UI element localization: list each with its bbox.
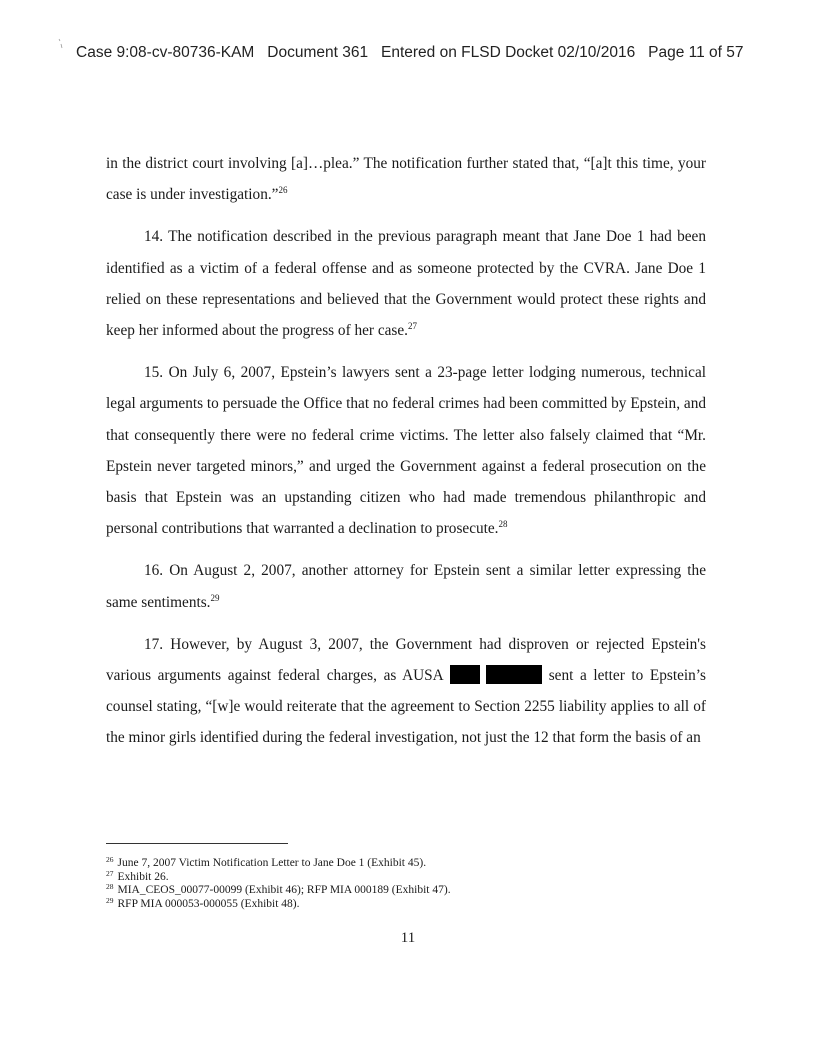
footnotes	[106, 857, 706, 911]
footnote-ref: 29	[210, 592, 220, 603]
footnote: $^{28}$ MIA_CEOS_00077-00099 (Exhibit 46); RFP MIA 000189 (Exhibit 47).	[106, 882, 451, 896]
footnote: $^{26}$ June 7, 2007 Victim Notification Letter to Jane Doe 1 (Exhibit 45).	[106, 855, 427, 869]
paragraph-15: 15. On July 6, 2007, Epstein’s lawyers sent a 23-page letter lodging numerous, technical legal arguments to persuade the Office that no federal crimes had been committed by Epstein, and that consequently there were no federal crime victims. The letter also falsely claimed that “Mr. Epstein never targeted minors,” and urged the Government against a federal prosecution on the basis that Epstein was an upstanding citizen who had made tremendous philanthropic and personal contributions that warranted a declination to prosecute.$^{28}$	[106, 364, 706, 538]
document-number: Document 361	[267, 44, 369, 61]
scan-artifact-mark	[58, 38, 64, 50]
paragraph-16: 16. On August 2, 2007, another attorney for Epstein sent a similar letter expressing the same sentiments.$^{29}$	[106, 562, 706, 611]
footnote-ref: 27	[408, 321, 417, 332]
case-number: Case 9:08-cv-80736-KAM	[76, 44, 255, 61]
footnote-ref: 26	[278, 185, 288, 196]
page-indicator: Page 11 of 57	[648, 44, 744, 61]
page-number: 11	[400, 930, 416, 946]
document-body	[106, 148, 706, 765]
footnote-ref: 28	[498, 519, 508, 530]
paragraph-17: 17. However, by August 3, 2007, the Government had disproven or rejected Epstein's various arguments against federal charges, as AUSA sent a letter to Epstein’s counsel stating, “[w]e would reiterate that the agreement to Section 2255 liability applies to all of the minor girls identified during the federal investigation, not just the 12 that form the basis of an	[106, 635, 706, 747]
docket-header	[76, 44, 796, 62]
redaction-box	[486, 665, 542, 684]
footnote: $^{27}$ Exhibit 26.	[106, 868, 169, 883]
paragraph-continuation: in the district court involving [a]…plea.” The notification further stated that, “[a]t this time, your case is under investigation.”$^{26}$	[106, 155, 706, 204]
redaction-box	[450, 665, 480, 684]
footnote: $^{29}$ RFP MIA 000053-000055 (Exhibit 48).	[106, 895, 300, 910]
paragraph-14: 14. The notification described in the previous paragraph meant that Jane Doe 1 had been identified as a victim of a federal offense and as someone protected by the CVRA. Jane Doe 1 relied on these representations and believed that the Government would protect these rights and keep her informed about the progress of her case.$^{27}$	[106, 228, 706, 340]
docket-entry: Entered on FLSD Docket 02/10/2016	[381, 44, 636, 61]
footnote-divider	[106, 843, 288, 844]
